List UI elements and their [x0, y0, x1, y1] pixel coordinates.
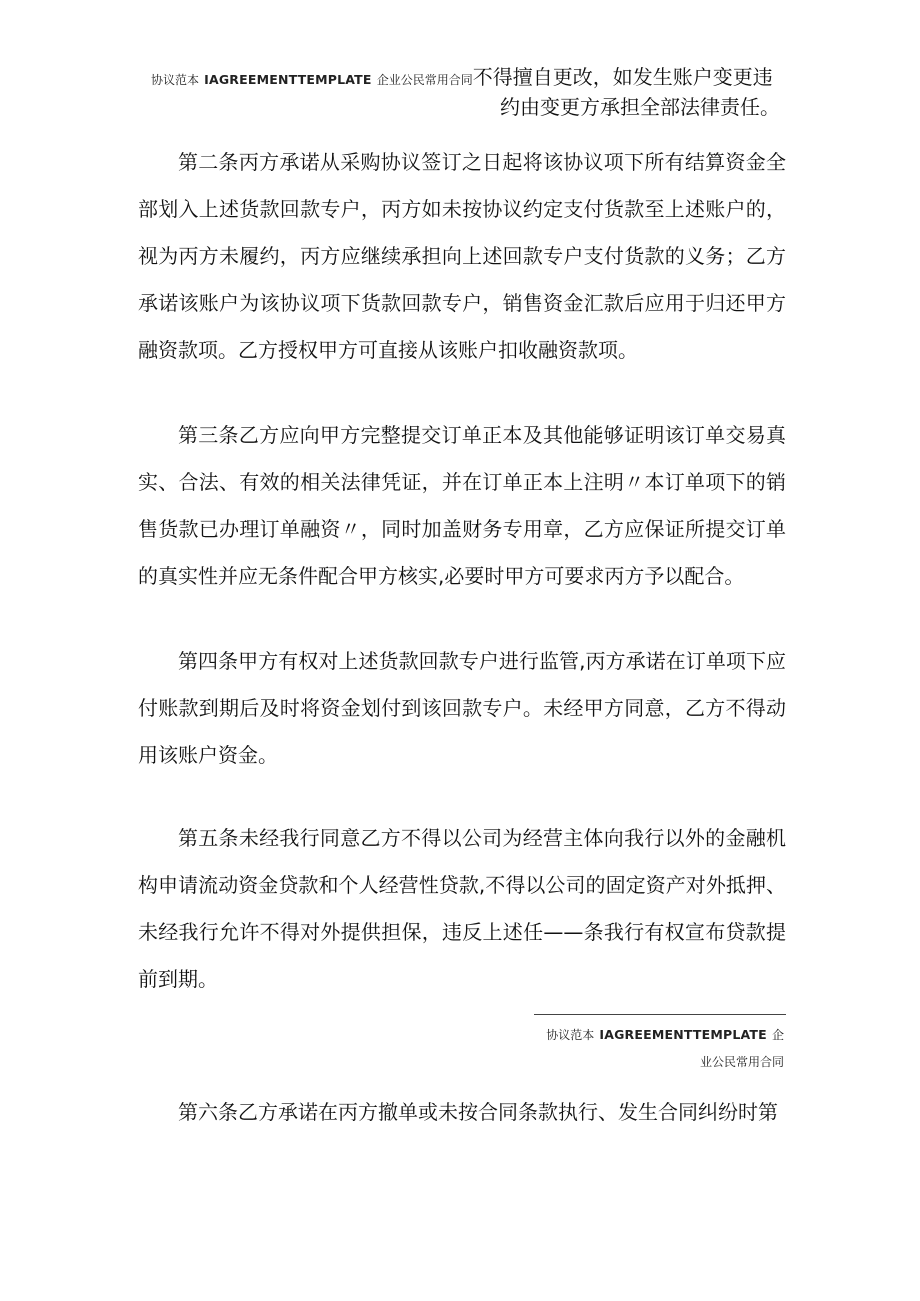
clause-4: 第四条甲方有权对上述货款回款专户进行监管,丙方承诺在订单项下应付账款到期后及时将资金划付到该回款专户。未经甲方同意，乙方不得动用该账户资金。 — [138, 649, 786, 767]
page-footer — [546, 1022, 784, 1047]
header-body-continuation: 约由变更方承担全部法律责任。 — [500, 95, 780, 119]
header-body-start: 不得擅自更改，如发生账户变更违 — [472, 65, 773, 89]
clause-6: 第六条乙方承诺在丙方撤单或未按合同条款执行、发生合同纠纷时第 — [178, 1100, 778, 1124]
clause-2: 第二条丙方承诺从采购协议签订之日起将该协议项下所有结算资金全部划入上述货款回款专户，丙方如未按协议约定支付货款至上述账户的，视为丙方未履约，丙方应继续承担向上述回款专户支付货款的义务；乙方承诺该账户为该协议项下货款回款专户，销售资金汇款后应用于归还甲方融资款项。乙方授权甲方可直接从该账户扣收融资款项。 — [138, 150, 786, 362]
header-brand: IAGREEMENTTEMPLATE — [204, 72, 372, 87]
footer-brand: IAGREEMENTTEMPLATE — [599, 1027, 767, 1042]
footer-prefix: 协议范本 — [546, 1028, 595, 1042]
header-prefix: 协议范本 — [151, 73, 200, 87]
page-header — [151, 62, 791, 95]
footer-divider — [534, 1014, 786, 1015]
footer-suffix-continuation: 业公民常用合同 — [699, 1055, 784, 1069]
footer-suffix: 企 — [771, 1028, 784, 1042]
header-suffix: 企业公民常用合同 — [376, 73, 473, 87]
clause-3: 第三条乙方应向甲方完整提交订单正本及其他能够证明该订单交易真实、合法、有效的相关法律凭证，并在订单正本上注明〃本订单项下的销售货款已办理订单融资〃，同时加盖财务专用章，乙方应保证所提交订单的真实性并应无条件配合甲方核实,必要时甲方可要求丙方予以配合。 — [138, 423, 786, 588]
clause-5: 第五条未经我行同意乙方不得以公司为经营主体向我行以外的金融机构申请流动资金贷款和个人经营性贷款,不得以公司的固定资产对外抵押、未经我行允许不得对外提供担保，违反上述任——条我行有权宣布贷款提前到期。 — [138, 826, 786, 991]
